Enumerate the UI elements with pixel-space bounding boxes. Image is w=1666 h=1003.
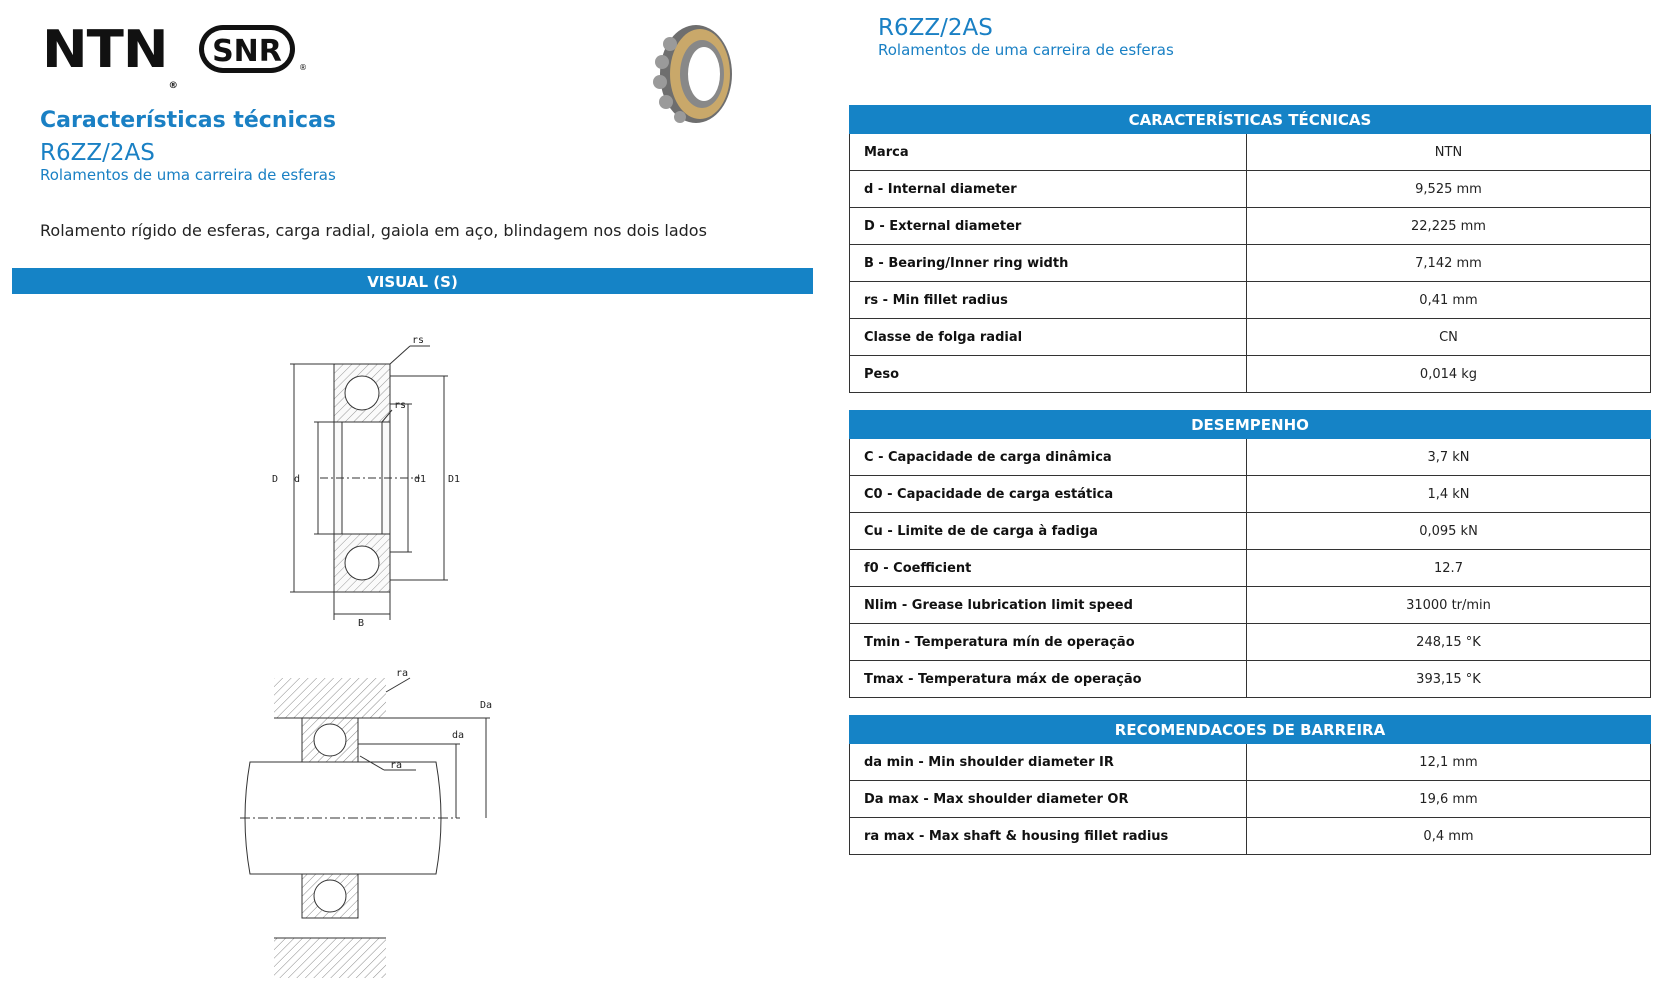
svg-text:Da: Da xyxy=(480,700,493,711)
model-name: R6ZZ/2AS xyxy=(40,140,155,166)
svg-text:ra: ra xyxy=(396,668,409,679)
table-row xyxy=(850,319,1651,356)
bearing-cross-section-drawing xyxy=(250,330,490,630)
spec-label: B - Bearing/Inner ring width xyxy=(850,245,1247,282)
svg-text:®: ® xyxy=(299,63,307,72)
spec-label: C0 - Capacidade de carga estática xyxy=(850,476,1247,513)
tech-specs-header: CARACTERÍSTICAS TÉCNICAS xyxy=(850,106,1651,134)
spec-label: ra max - Max shaft & housing fillet radius xyxy=(850,818,1247,855)
right-model-subtitle: Rolamentos de uma carreira de esferas xyxy=(878,41,1174,59)
spec-label: Peso xyxy=(850,356,1247,393)
ntn-logo: NTN® xyxy=(42,20,177,91)
snr-logo xyxy=(198,24,307,74)
svg-text:SNR: SNR xyxy=(212,34,282,69)
table-row xyxy=(850,356,1651,393)
spec-label: d - Internal diameter xyxy=(850,171,1247,208)
spec-label: Classe de folga radial xyxy=(850,319,1247,356)
spec-value: 0,095 kN xyxy=(1247,513,1651,550)
spec-label: da min - Min shoulder diameter IR xyxy=(850,744,1247,781)
svg-text:rs: rs xyxy=(394,400,407,411)
bearing-image xyxy=(640,22,740,128)
performance-header: DESEMPENHO xyxy=(850,411,1651,439)
table-row xyxy=(850,661,1651,698)
performance-table xyxy=(849,410,1651,698)
spec-label: Tmax - Temperatura máx de operação xyxy=(850,661,1247,698)
table-row xyxy=(850,587,1651,624)
spec-value: 0,014 kg xyxy=(1247,356,1651,393)
svg-text:B: B xyxy=(358,618,365,629)
spec-label: f0 - Coefficient xyxy=(850,550,1247,587)
svg-text:da: da xyxy=(452,730,465,741)
product-description: Rolamento rígido de esferas, carga radial, gaiola em aço, blindagem nos dois lados xyxy=(40,221,707,240)
spec-value: 393,15 °K xyxy=(1247,661,1651,698)
spec-value: 0,41 mm xyxy=(1247,282,1651,319)
table-row xyxy=(850,818,1651,855)
spec-value: 12.7 xyxy=(1247,550,1651,587)
model-subtitle: Rolamentos de uma carreira de esferas xyxy=(40,166,336,184)
spec-value: 31000 tr/min xyxy=(1247,587,1651,624)
table-row xyxy=(850,781,1651,818)
spec-label: Da max - Max shoulder diameter OR xyxy=(850,781,1247,818)
spec-value: 3,7 kN xyxy=(1247,439,1651,476)
table-row xyxy=(850,439,1651,476)
spec-label: C - Capacidade de carga dinâmica xyxy=(850,439,1247,476)
svg-text:d1: d1 xyxy=(414,474,427,485)
svg-text:D1: D1 xyxy=(448,474,461,485)
page-title: Características técnicas xyxy=(40,108,337,133)
table-row xyxy=(850,171,1651,208)
spec-value: 1,4 kN xyxy=(1247,476,1651,513)
table-row xyxy=(850,513,1651,550)
svg-text:ra: ra xyxy=(390,760,403,771)
svg-text:d: d xyxy=(294,474,301,485)
table-row xyxy=(850,245,1651,282)
spec-value: 248,15 °K xyxy=(1247,624,1651,661)
barrier-header: RECOMENDACOES DE BARREIRA xyxy=(850,716,1651,744)
table-row xyxy=(850,476,1651,513)
table-row xyxy=(850,208,1651,245)
tech-specs-table xyxy=(849,105,1651,393)
barrier-table xyxy=(849,715,1651,855)
svg-text:D: D xyxy=(272,474,279,485)
table-row xyxy=(850,282,1651,319)
spec-label: Tmin - Temperatura mín de operação xyxy=(850,624,1247,661)
spec-label: rs - Min fillet radius xyxy=(850,282,1247,319)
spec-value: NTN xyxy=(1247,134,1651,171)
spec-value: 0,4 mm xyxy=(1247,818,1651,855)
table-row xyxy=(850,550,1651,587)
spec-label: Nlim - Grease lubrication limit speed xyxy=(850,587,1247,624)
svg-text:rs: rs xyxy=(412,335,425,346)
spec-label: Cu - Limite de de carga à fadiga xyxy=(850,513,1247,550)
spec-label: D - External diameter xyxy=(850,208,1247,245)
table-row xyxy=(850,134,1651,171)
spec-value: 12,1 mm xyxy=(1247,744,1651,781)
spec-value: 7,142 mm xyxy=(1247,245,1651,282)
spec-value: CN xyxy=(1247,319,1651,356)
mounting-drawing xyxy=(240,668,520,978)
spec-value: 19,6 mm xyxy=(1247,781,1651,818)
spec-value: 9,525 mm xyxy=(1247,171,1651,208)
right-model-name: R6ZZ/2AS xyxy=(878,15,993,41)
visual-section-header: VISUAL (S) xyxy=(12,268,813,294)
table-row xyxy=(850,744,1651,781)
spec-value: 22,225 mm xyxy=(1247,208,1651,245)
table-row xyxy=(850,624,1651,661)
spec-label: Marca xyxy=(850,134,1247,171)
